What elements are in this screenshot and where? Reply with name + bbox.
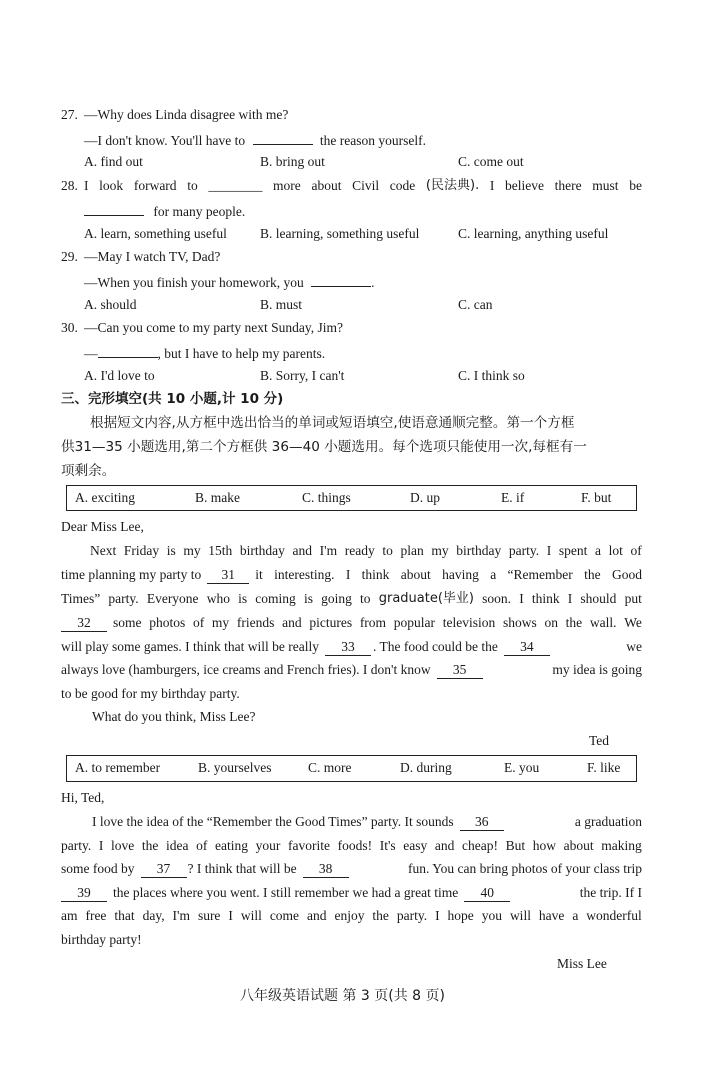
word: is [166,543,176,558]
q30-option-c[interactable]: C. I think so [458,368,525,383]
word-cn: (民法典). [425,178,480,193]
word: hope [447,908,474,923]
word: Friday [123,543,160,558]
word: come [269,908,300,923]
word: will [240,908,262,923]
letter2-signature: Miss Lee [557,956,607,971]
q29-reply [84,272,374,292]
word: and [292,543,313,558]
q28-line2-text: for many people. [153,204,246,219]
letter1-line5 [61,638,642,656]
page-footer: 八年级英语试题 第 3 页(共 8 页) [240,988,445,1004]
letter2-greeting: Hi, Ted, [61,790,105,805]
word: photos [149,615,186,630]
text: some food by [61,861,135,876]
q27-reply-text: —I don't know. You'll have to [84,133,246,148]
word-box-1 [66,485,637,511]
q28-option-c[interactable]: C. learning, anything useful [458,226,609,241]
word: I [435,908,440,923]
section-heading: 三、完形填空(共 10 小题,计 10 分) [61,391,284,407]
word: forward [133,178,177,193]
q27-reply [84,130,426,150]
word: and [282,615,302,630]
word: enjoy [334,908,365,923]
letter1-line7: to be good for my birthday party. [61,686,240,701]
word: sure [197,908,221,923]
word: that [114,908,135,923]
letter2-line5 [61,907,642,925]
q30-option-b[interactable]: B. Sorry, I can't [260,368,345,383]
blank-36[interactable]: 36 [460,814,504,831]
word: wonderful [586,908,642,923]
word-box-2 [66,755,637,782]
word: code [389,178,416,193]
word: of [196,838,208,853]
word: of [192,615,205,630]
text-group [113,614,642,632]
word: lot [608,543,623,558]
q28-option-a[interactable]: A. learn, something useful [84,226,227,241]
q28-line1 [84,177,642,195]
word: about [563,838,594,853]
word: to [360,591,371,606]
word: is [303,591,313,606]
q28-option-b[interactable]: B. learning, something useful [260,226,420,241]
word: I [228,908,233,923]
q29-number: 29. [61,249,78,264]
word: party. [508,543,540,558]
word: Everyone [146,591,199,606]
q28-number: 28. [61,178,78,193]
word: you [481,908,502,923]
box2-option-d[interactable]: D. during [400,760,452,775]
word: party. [396,908,428,923]
text: fun. You can bring photos of your class trip [408,861,642,876]
word: I [98,838,104,853]
word: birthday [456,543,502,558]
word: going [321,591,352,606]
text-group [255,566,642,584]
word: plan [400,543,424,558]
text: ? I think that will be [187,861,297,876]
word: cheap! [462,838,499,853]
word: there [554,178,582,193]
word: free [85,908,107,923]
blank-39[interactable]: 39 [61,885,107,902]
box2-option-c[interactable]: C. more [308,760,352,775]
q30-reply-text: , but I have to help my parents. [157,346,326,361]
word: from [359,615,387,630]
word: Good [611,567,642,582]
word: a [490,567,497,582]
word: of [630,543,642,558]
text: the places where you went. I still remember we had a great time [113,885,459,900]
letter1-line3 [61,590,642,608]
q29-option-c[interactable]: C. can [458,297,493,312]
blank-35[interactable]: 35 [437,662,483,679]
word: ready [344,543,375,558]
word: easy [403,838,428,853]
word: It's [379,838,396,853]
q27-reply-end: the reason yourself. [319,133,426,148]
word: soon. [482,591,512,606]
q29-option-a[interactable]: A. should [84,297,137,312]
text: will play some games. I think that will be really [61,639,319,654]
box1-option-a[interactable]: A. exciting [75,490,135,505]
text: a graduation [574,814,642,829]
blank-38[interactable]: 38 [303,861,349,878]
word: interesting. [274,567,335,582]
word: Times” [61,591,101,606]
q27-option-b[interactable]: B. bring out [260,154,325,169]
word: my [431,543,449,558]
blank-32[interactable]: 32 [61,615,107,632]
word: I [84,178,89,193]
word: pictures [309,615,353,630]
word: the [141,838,159,853]
box2-option-a[interactable]: A. to remember [75,760,161,775]
blank-33[interactable]: 33 [325,639,371,656]
word-cn: graduate(毕业) [378,591,474,606]
word: is [238,591,248,606]
letter2-line3 [61,860,642,878]
word: be [629,178,642,193]
q30-option-a[interactable]: A. I'd love to [84,368,155,383]
letter2-line2 [61,837,642,855]
instruction-line-1: 根据短文内容,从方框中选出恰当的单词或短语填空,使语意通顺完整。第一个方框 [90,415,575,431]
text: . The food could be the [372,639,498,654]
word: spent [558,543,588,558]
q27-option-a[interactable]: A. find out [84,154,143,169]
word: and [434,838,455,853]
dash: — [84,346,98,361]
word: shows [502,615,537,630]
box1-option-e[interactable]: E. if [501,490,525,505]
word: having [442,567,479,582]
word: how [532,838,557,853]
word: “Remember [507,567,573,582]
blank-40[interactable]: 40 [464,885,510,902]
q29-reply-text: —When you finish your homework, you [84,275,304,290]
word: a [595,543,601,558]
q27-question: —Why does Linda disagree with me? [84,107,289,122]
word: the [372,908,389,923]
text: always love (hamburgers, ice creams and French fries). I don't know [61,662,431,677]
word: think [531,591,560,606]
word: think [361,567,390,582]
box2-option-f[interactable]: F. like [587,760,621,775]
letter1-line8: What do you think, Miss Lee? [92,709,256,724]
box1-option-d[interactable]: D. up [410,490,440,505]
word: favorite [288,838,330,853]
letter1-signature: Ted [589,733,610,748]
box1-option-b[interactable]: B. make [195,490,240,505]
word: the [584,567,601,582]
word: I [567,591,573,606]
word: who [206,591,230,606]
word: day, [142,908,165,923]
word: must [592,178,619,193]
text: my idea is going [552,662,642,677]
text: time planning my party to [61,567,202,582]
word: and [307,908,327,923]
box1-option-c[interactable]: C. things [302,490,351,505]
word: believe [505,178,544,193]
word: 15th [208,543,233,558]
q28-line2 [84,201,245,221]
word: Civil [352,178,380,193]
word: idea [166,838,189,853]
q29-option-b[interactable]: B. must [260,297,303,312]
letter1-line1 [90,542,642,560]
word: have [538,908,565,923]
word: to [382,543,393,558]
word: to [187,178,198,193]
q28-blank-2[interactable] [84,201,144,216]
box2-option-e[interactable]: E. you [504,760,540,775]
word: am [61,908,78,923]
q27-blank[interactable] [253,130,313,145]
word: popular [393,615,436,630]
blank-34[interactable]: 34 [504,639,550,656]
q30-number: 30. [61,320,78,335]
box2-option-b[interactable]: B. yourselves [198,760,272,775]
word: some [113,615,142,630]
q30-reply [84,343,325,363]
period: . [371,275,375,290]
q29-blank[interactable] [311,272,371,287]
word: your [255,838,281,853]
word: I'm [172,908,190,923]
word: I [489,178,495,193]
word: look [99,178,124,193]
word: coming [255,591,296,606]
word: We [624,615,642,630]
word: about [400,567,431,582]
word: about [311,178,342,193]
q27-number: 27. [61,107,78,122]
word: television [442,615,496,630]
letter2-line1 [92,813,642,831]
word: But [505,838,526,853]
instruction-line-2: 供31—35 小题选用,第二个方框供 36—40 小题选用。每个选项只能使用一次,每框有一 [61,439,587,455]
letter1-line6 [61,661,642,679]
word: my [183,543,201,558]
text: I love the idea of the “Remember the Good Times” party. It sounds [92,814,454,829]
word: the [565,615,583,630]
word: eating [215,838,248,853]
box1-option-f[interactable]: F. but [581,490,612,505]
word: Next [90,543,117,558]
word: it [255,567,263,582]
word: making [601,838,642,853]
text: we [626,639,642,654]
word: more [273,178,301,193]
word: I [546,543,552,558]
q30-blank[interactable] [98,343,158,358]
blank-31[interactable]: 31 [207,567,249,584]
word: will [509,908,531,923]
word: my [211,615,230,630]
blank-37[interactable]: 37 [141,861,187,878]
text: the trip. If I [579,885,642,900]
letter1-greeting: Dear Miss Lee, [61,519,144,534]
word: birthday [239,543,285,558]
word: I'm [319,543,338,558]
word: friends [236,615,275,630]
instruction-line-3: 项剩余。 [61,463,116,479]
word: a [572,908,579,923]
word: should [580,591,617,606]
word: party. [108,591,139,606]
q29-question: —May I watch TV, Dad? [84,249,221,264]
word: foods! [337,838,373,853]
word: I [519,591,524,606]
word: wall. [589,615,617,630]
word: on [544,615,558,630]
word: put [624,591,642,606]
letter1-line4 [61,614,642,632]
letter1-line2 [61,566,642,584]
letter2-line4 [61,884,642,902]
q30-question: —Can you come to my party next Sunday, Jim? [84,320,343,335]
word: I [345,567,351,582]
word: party. [61,838,92,853]
q28-blank-1[interactable]: ________ [208,178,263,193]
q27-option-c[interactable]: C. come out [458,154,524,169]
letter2-line6: birthday party! [61,932,142,947]
word: love [111,838,135,853]
